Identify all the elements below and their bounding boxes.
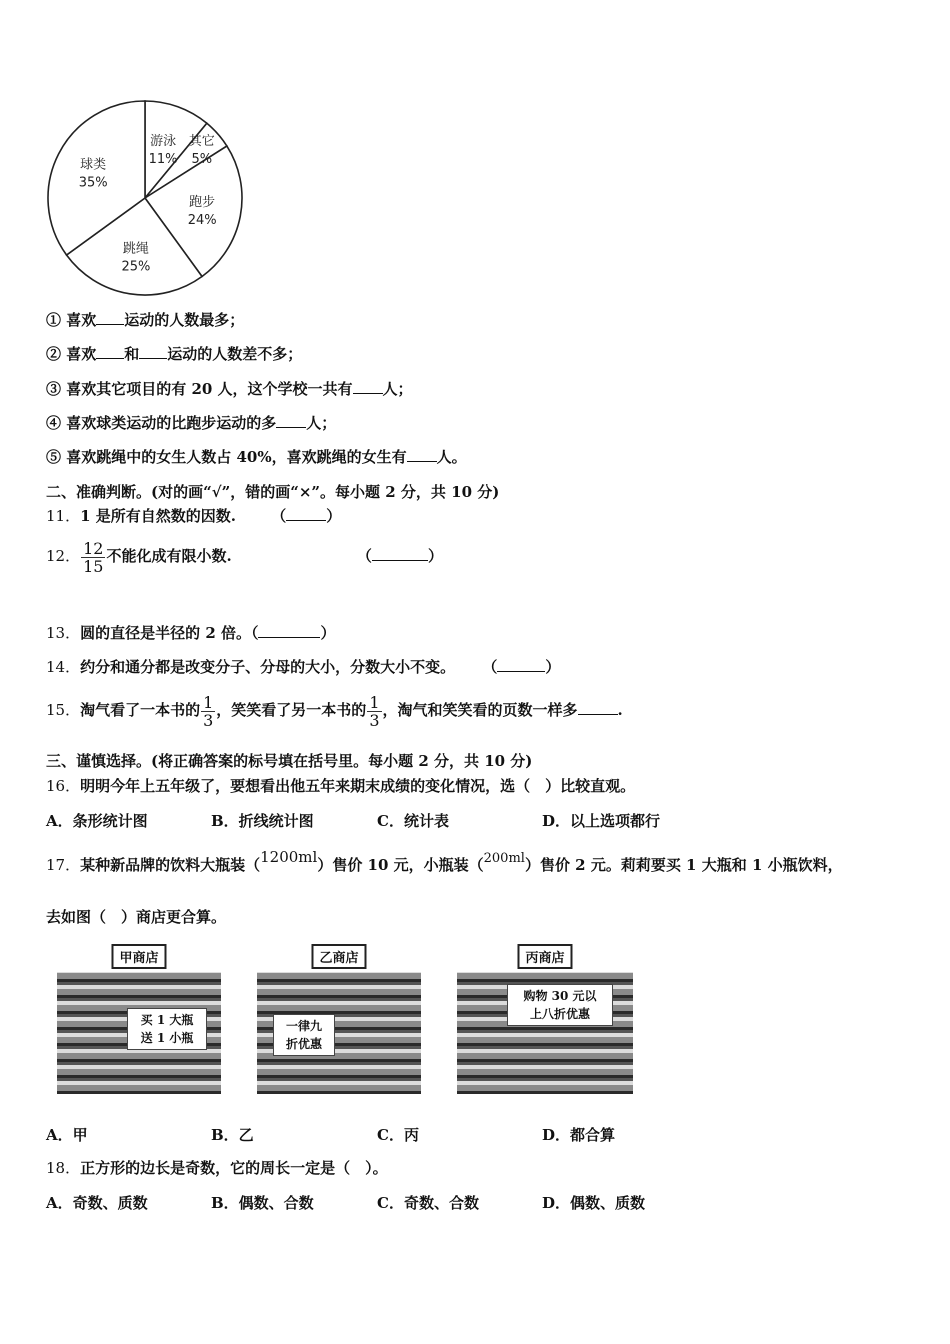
answer-blank[interactable] [286, 506, 326, 521]
paren-right: ） [326, 507, 342, 525]
question-15 [46, 690, 623, 730]
pie-slice-label: 球类 [80, 157, 107, 173]
question-text: 淘气看了一本书的 [80, 701, 201, 719]
promo-line: 上八折优惠 [529, 1007, 590, 1021]
promo-sign [507, 984, 613, 1026]
pie-slice-label: 跳绳 [122, 241, 149, 257]
promo-line: 购物 30 元以 [523, 989, 597, 1003]
paren-right: ） [545, 658, 561, 676]
question-14 [46, 656, 560, 678]
pie-chart [40, 95, 250, 305]
question-number: 11． [46, 507, 81, 525]
sub-question-3 [46, 378, 413, 400]
option-a[interactable]: A．奇数、质数 [46, 1194, 148, 1212]
pie-slice-percent: 5% [191, 151, 213, 167]
fraction-denominator: 3 [203, 710, 214, 730]
question-16 [46, 775, 635, 797]
sub-3-text: ③ 喜欢其它项目的有 20 人，这个学校一共有 [46, 380, 353, 398]
promo-line: 折优惠 [285, 1037, 322, 1051]
option-b[interactable]: B．偶数、合数 [211, 1194, 314, 1212]
sub-question-2 [46, 343, 302, 365]
sub-4-text-end: 人； [306, 414, 337, 432]
question-number: 15． [46, 701, 81, 719]
question-text: 正方形的边长是奇数，它的周长一定是（ ）。 [80, 1159, 388, 1177]
shop-title: 甲商店 [111, 944, 166, 969]
pie-slice-label: 跑步 [189, 194, 216, 210]
option-d[interactable]: D．以上选项都行 [542, 812, 661, 830]
answer-blank[interactable] [497, 657, 545, 672]
question-text: 明明今年上五年级了，要想看出他五年来期末成绩的变化情况，选（ ）比较直观。 [80, 777, 636, 795]
question-number: 18． [46, 1159, 81, 1177]
paren-right: ） [427, 547, 443, 565]
promo-line: 一律九 [285, 1019, 322, 1033]
fraction-denominator: 15 [83, 556, 104, 576]
fraction-numerator: 1 [203, 692, 214, 712]
answer-blank[interactable] [578, 700, 618, 715]
question-text: ）售价 2 元。莉莉要买 1 大瓶和 1 小瓶饮料， [524, 856, 843, 874]
pie-slice-percent: 25% [121, 259, 151, 275]
question-text: 不能化成有限小数. [106, 547, 232, 565]
promo-sign [127, 1008, 207, 1050]
answer-blank[interactable] [96, 310, 124, 325]
question-17-line2: 去如图（ ）商店更合算。 [46, 908, 227, 926]
answer-blank[interactable] [258, 623, 320, 638]
question-number: 17． [46, 856, 81, 874]
question-text: 1 是所有自然数的因数. [80, 507, 236, 525]
section-3-heading: 三、谨慎选择。(将正确答案的标号填在括号里。每小题 2 分，共 10 分) [46, 752, 533, 770]
paren-right: ） [320, 624, 336, 642]
answer-blank[interactable] [96, 344, 124, 359]
pie-slice-label: 其它 [188, 133, 215, 149]
fraction-numerator: 12 [83, 538, 104, 558]
sub-question-4 [46, 412, 336, 434]
question-text: 约分和通分都是改变分子、分母的大小，分数大小不变。 [80, 658, 456, 676]
question-18 [46, 1157, 388, 1179]
option-a[interactable]: A．甲 [46, 1126, 88, 1144]
pie-slice-label: 游泳 [150, 133, 177, 149]
shop-title: 丙商店 [517, 944, 572, 969]
question-12 [46, 538, 443, 575]
promo-line: 买 1 大瓶 [140, 1013, 194, 1027]
question-text-end: . [617, 701, 623, 719]
sub-4-text: ④ 喜欢球类运动的比跑步运动的多 [46, 414, 277, 432]
volume-small: 200ml [483, 851, 525, 866]
shop-bing-photo [455, 944, 635, 1094]
fraction-denominator: 3 [369, 710, 380, 730]
option-c[interactable]: C．统计表 [377, 812, 449, 830]
volume-large: 1200ml [260, 848, 318, 866]
promo-line: 送 1 小瓶 [140, 1031, 194, 1045]
shop-title: 乙商店 [311, 944, 366, 969]
shop-jia-photo [55, 944, 223, 1094]
option-d[interactable]: D．都合算 [542, 1126, 616, 1144]
question-text: ）售价 10 元，小瓶装（ [317, 856, 484, 874]
paren-left: （ [356, 547, 372, 565]
answer-blank[interactable] [407, 447, 437, 462]
fraction [367, 694, 381, 729]
sub-2-text-end: 运动的人数差不多； [167, 345, 303, 363]
question-text: 圆的直径是半径的 2 倍。（ [80, 624, 259, 642]
section-2-heading: 二、准确判断。(对的画“√”，错的画“×”。每小题 2 分，共 10 分) [46, 483, 500, 501]
question-number: 16． [46, 777, 81, 795]
question-text: ，淘气和笑笑看的页数一样多 [382, 701, 578, 719]
pie-slice-percent: 11% [148, 151, 178, 167]
option-b[interactable]: B．折线统计图 [211, 812, 314, 830]
sub-2-and: 和 [124, 345, 140, 363]
option-c[interactable]: C．奇数、合数 [377, 1194, 479, 1212]
answer-blank[interactable] [372, 546, 428, 561]
option-b[interactable]: B．乙 [211, 1126, 254, 1144]
sub-question-1 [46, 309, 244, 331]
promo-sign [273, 1014, 335, 1056]
answer-blank[interactable] [139, 344, 167, 359]
paren-left: （ [271, 507, 287, 525]
question-number: 14． [46, 658, 81, 676]
answer-blank[interactable] [276, 413, 306, 428]
sub-5-text-end: 人。 [436, 448, 467, 466]
question-text: 某种新品牌的饮料大瓶装（ [80, 856, 261, 874]
sub-2-text: ② 喜欢 [46, 345, 97, 363]
question-number: 12． [46, 547, 81, 565]
option-c[interactable]: C．丙 [377, 1126, 419, 1144]
sub-1-text: ① 喜欢 [46, 311, 97, 329]
question-number: 13． [46, 624, 81, 642]
sub-1-text-end: 运动的人数最多； [124, 311, 245, 329]
fraction [81, 540, 105, 575]
sub-3-text-end: 人； [382, 380, 413, 398]
question-11 [46, 505, 341, 527]
question-13 [46, 622, 336, 644]
shop-yi-photo [255, 944, 423, 1094]
answer-blank[interactable] [353, 379, 383, 394]
paren-left: （ [482, 658, 498, 676]
fraction-numerator: 1 [369, 692, 380, 712]
sub-question-5 [46, 446, 467, 468]
sub-5-text: ⑤ 喜欢跳绳中的女生人数占 40%，喜欢跳绳的女生有 [46, 448, 407, 466]
question-text: ，笑笑看了另一本书的 [216, 701, 367, 719]
pie-slice-percent: 35% [78, 175, 108, 191]
question-17 [46, 850, 843, 882]
fraction [201, 694, 215, 729]
pie-slice-percent: 24% [187, 212, 217, 228]
option-a[interactable]: A．条形统计图 [46, 812, 148, 830]
option-d[interactable]: D．偶数、质数 [542, 1194, 646, 1212]
